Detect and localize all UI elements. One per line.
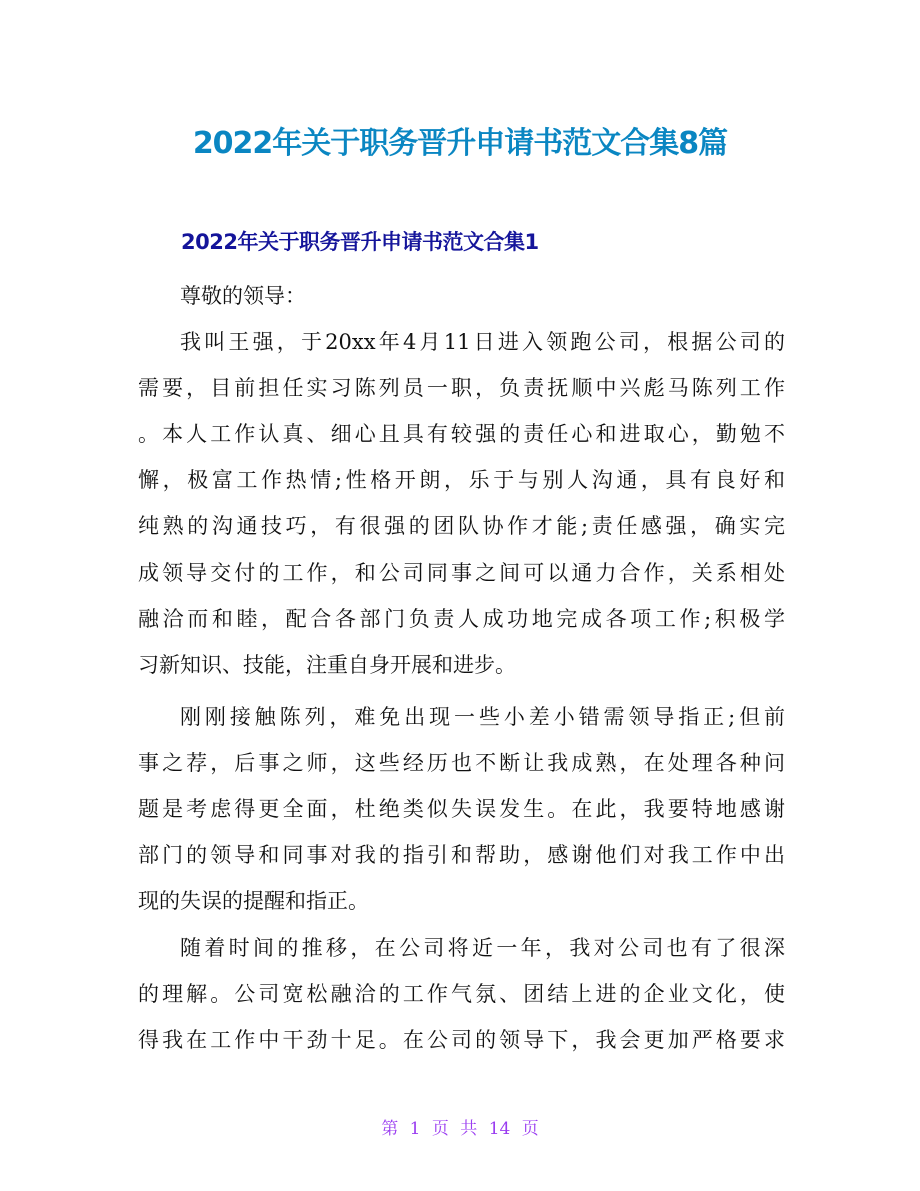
- body-line: 。本人工作认真、细心且具有较强的责任心和进取心，勤勉不: [138, 422, 785, 446]
- body-line: 题是考虑得更全面，杜绝类似失误发生。在此，我要特地感谢: [138, 797, 785, 821]
- page-footer: 第 1 页 共 14 页: [381, 1119, 539, 1139]
- body-line: 我叫王强，于20xx年4月11日进入领跑公司，根据公司的: [180, 330, 785, 354]
- body-line: 随着时间的推移，在公司将近一年，我对公司也有了很深: [180, 936, 785, 960]
- body-line: 现的失误的提醒和指正。: [138, 889, 369, 913]
- body-line: 刚刚接触陈列，难免出现一些小差小错需领导指正;但前: [180, 705, 785, 729]
- body-line: 懈，极富工作热情;性格开朗，乐于与别人沟通，具有良好和: [138, 468, 785, 492]
- document-title: 2022年关于职务晋升申请书范文合集8篇: [192, 126, 728, 161]
- body-line: 成领导交付的工作，和公司同事之间可以通力合作，关系相处: [138, 561, 785, 585]
- body-line: 的理解。公司宽松融洽的工作气氛、团结上进的企业文化，使: [138, 982, 785, 1006]
- body-line: 得我在工作中干劲十足。在公司的领导下，我会更加严格要求: [138, 1028, 785, 1052]
- body-line: 部门的领导和同事对我的指引和帮助，感谢他们对我工作中出: [138, 843, 785, 867]
- salutation: 尊敬的领导：: [180, 284, 306, 308]
- body-line: 事之荐，后事之师，这些经历也不断让我成熟，在处理各种问: [138, 751, 785, 775]
- body-line: 纯熟的沟通技巧，有很强的团队协作才能;责任感强，确实完: [138, 514, 785, 538]
- body-line: 融洽而和睦，配合各部门负责人成功地完成各项工作;积极学: [138, 607, 785, 631]
- section-heading: 2022年关于职务晋升申请书范文合集1: [181, 230, 539, 254]
- body-line: 习新知识、技能，注重自身开展和进步。: [138, 653, 516, 677]
- body-line: 需要，目前担任实习陈列员一职，负责抚顺中兴彪马陈列工作: [138, 376, 785, 400]
